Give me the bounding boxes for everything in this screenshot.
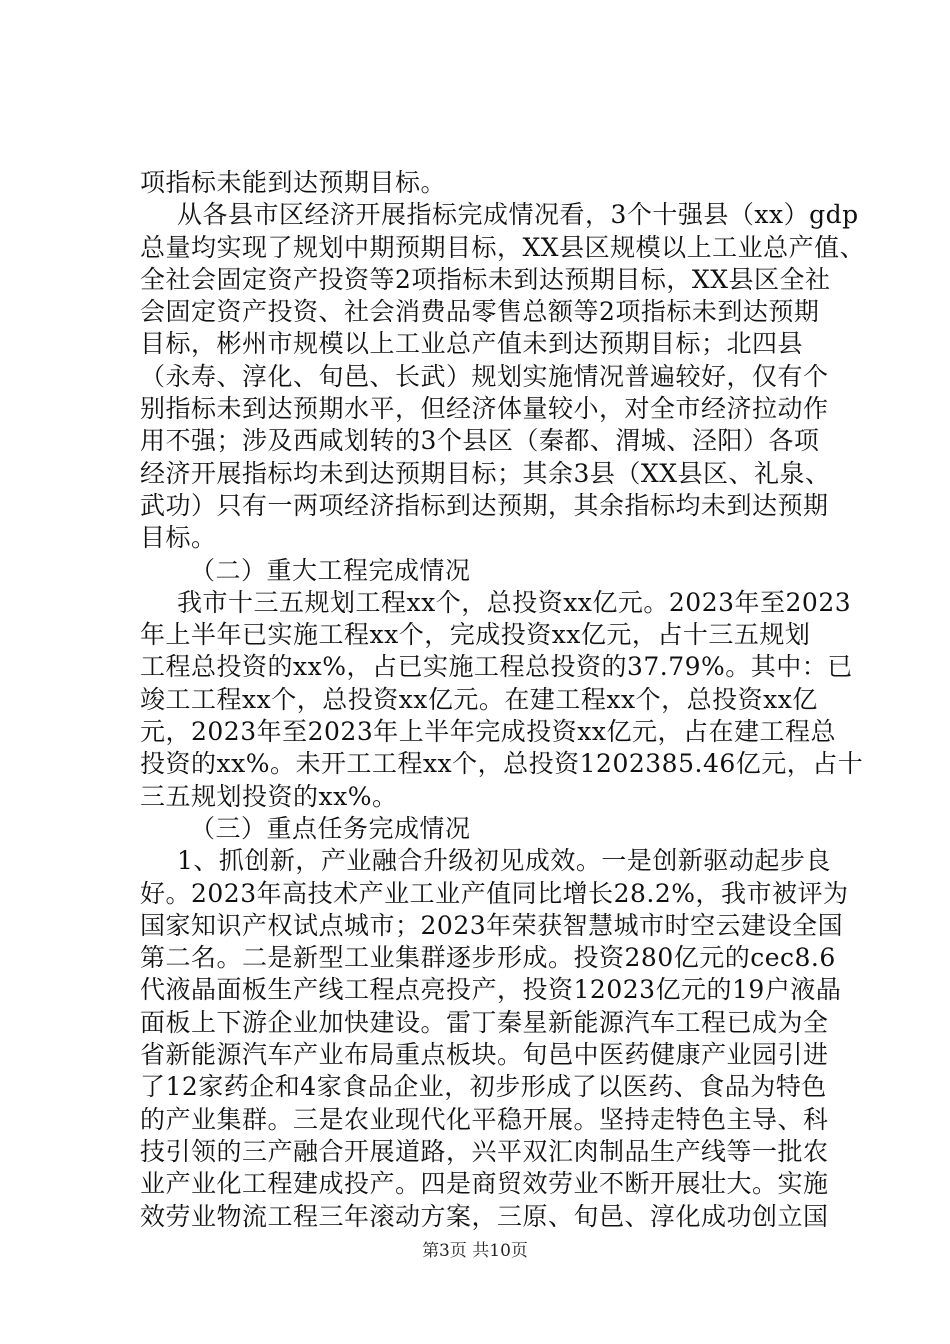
text-line: 代液晶面板生产线工程点亮投产，投资12023亿元的19户液晶 [140,975,842,1005]
text-line: 元，2023年至2023年上半年完成投资xx亿元，占在建工程总 [140,717,836,747]
text-line: 竣工工程xx个，总投资xx亿元。在建工程xx个，总投资xx亿 [140,684,818,714]
text-line: 技引领的三产融合开展道路，兴平双汇肉制品生产线等一批农 [140,1136,829,1166]
text-line: 目标，彬州市规模以上工业总产值未到达预期目标；北四县 [140,329,804,359]
page-footer: 第3页 共10页 [422,1241,528,1261]
text-line: 我市十三五规划工程xx个，总投资xx亿元。2023年至2023 [177,587,852,617]
text-line: 国家知识产权试点城市；2023年荣获智慧城市时空云建设全国 [140,910,844,940]
text-line: 第二名。二是新型工业集群逐步形成。投资280亿元的cec8.6 [140,943,836,973]
text-line: 项指标未能到达预期目标。 [140,168,447,197]
text-line: 效劳业物流工程三年滚动方案，三原、旬邑、淳化成功创立国 [140,1201,829,1231]
text-line: （永寿、淳化、旬邑、长武）规划实施情况普遍较好，仅有个 [140,361,829,391]
text-line: 工程总投资的xx%，占已实施工程总投资的37.79%。其中：已 [140,652,853,682]
text-line: 1、抓创新，产业融合升级初见成效。一是创新驱动起步良 [177,846,831,876]
text-line: 全社会固定资产投资等2项指标未到达预期目标，XX县区全社 [140,264,831,294]
text-line: 会固定资产投资、社会消费品零售总额等2项指标未到达预期 [140,297,820,327]
text-line: 总量均实现了规划中期预期目标，XX县区规模以上工业总产值、 [140,232,866,262]
text-line: 投资的xx%。未开工工程xx个，总投资1202385.46亿元，占十 [140,749,864,779]
text-line: 三五规划投资的xx%。 [140,781,398,811]
text-line: 的产业集群。三是农业现代化平稳开展。坚持走特色主导、科 [140,1104,829,1134]
text-line: 好。2023年高技术产业工业产值同比增长28.2%，我市被评为 [140,878,849,908]
text-line: 了12家药企和4家食品企业，初步形成了以医药、食品为特色 [140,1072,827,1102]
section-heading: （二）重大工程完成情况 [190,555,471,585]
text-line: 目标。 [140,523,217,553]
text-line: 业产业化工程建成投产。四是商贸效劳业不断开展壮大。实施 [140,1169,829,1199]
text-line: 用不强；涉及西咸划转的3个县区（秦都、渭城、泾阳）各项 [140,426,820,456]
text-line: 武功）只有一两项经济指标到达预期，其余指标均未到达预期 [140,490,829,520]
text-line: 省新能源汽车产业布局重点板块。旬邑中医药健康产业园引进 [140,1040,829,1070]
text-line: 从各县市区经济开展指标完成情况看，3个十强县（xx）gdp [177,200,859,230]
text-line: 年上半年已实施工程xx个，完成投资xx亿元，占十三五规划 [140,620,811,650]
section-heading: （三）重点任务完成情况 [190,813,471,843]
text-line: 经济开展指标均未到达预期目标；其余3县（XX县区、礼泉、 [140,458,831,488]
body-text [140,167,866,1233]
text-line: 面板上下游企业加快建设。雷丁秦星新能源汽车工程已成为全 [140,1007,829,1037]
text-line: 别指标未到达预期水平，但经济体量较小，对全市经济拉动作 [140,394,829,424]
